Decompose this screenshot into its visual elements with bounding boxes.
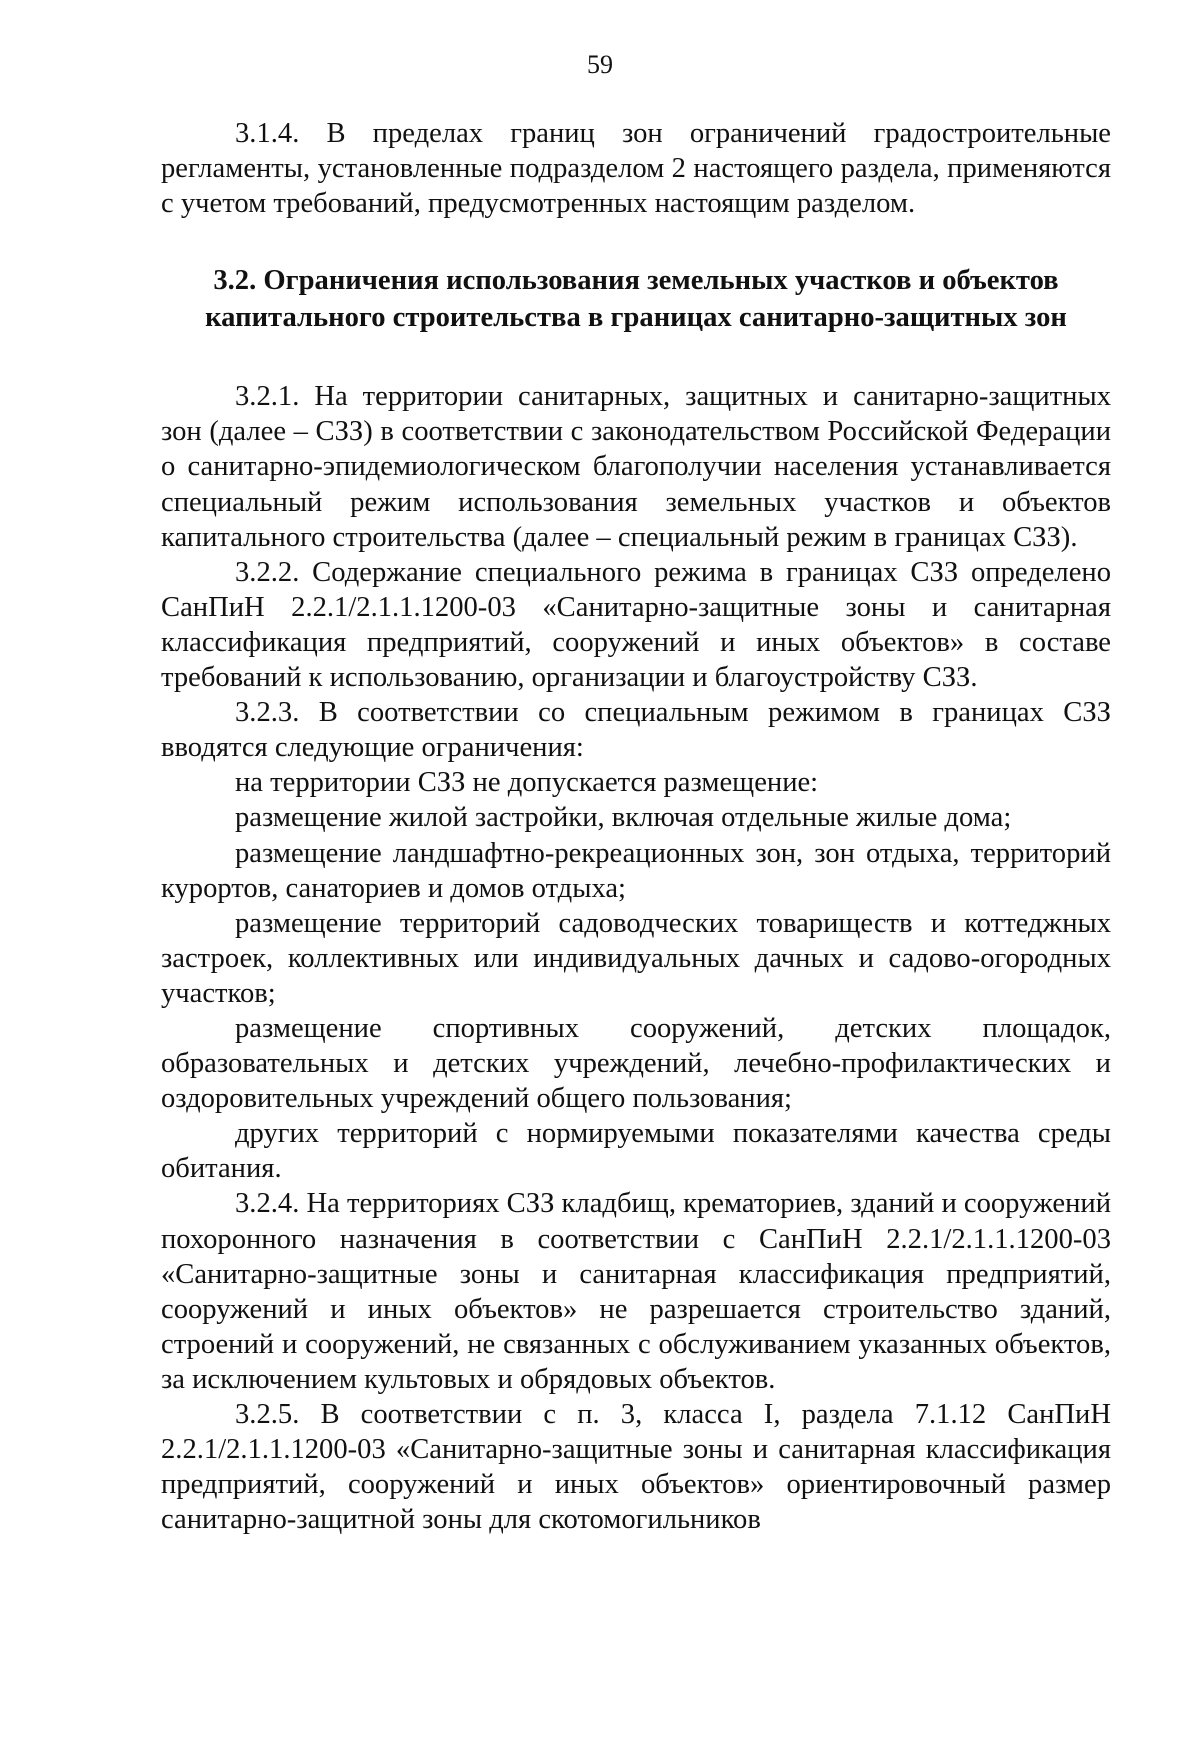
- section-heading-3-2: [161, 262, 1111, 336]
- page-number: 59: [587, 50, 613, 79]
- restriction-item-recreational: размещение ландшафтно-рекреационных зон, зон отдыха, территорий курортов, санаториев и домов отдыха;: [161, 837, 1111, 904]
- paragraph-3-2-1: 3.2.1. На территории санитарных, защитных и санитарно-защитных зон (далее – СЗЗ) в соответствии с законодательством Российской Федерации о санитарно-эпидемиологическом благополучии населения устанавливается специальный режим использования земельных участков и объектов капитального строительства (далее – специальный режим в границах СЗЗ).: [161, 381, 1111, 553]
- restriction-item-garden-plots: размещение территорий садоводческих товариществ и коттеджных застроек, коллективных или индивидуальных дачных и садово-огородных участков;: [161, 907, 1111, 1009]
- restriction-item-sports-education: размещение спортивных сооружений, детских площадок, образовательных и детских учреждений, лечебно-профилактических и оздоровительных учреждений общего пользования;: [161, 1012, 1111, 1115]
- paragraph-3-1-4: 3.1.4. В пределах границ зон ограничений градостроительные регламенты, установленные подразделом 2 настоящего раздела, применяются с учетом требований, предусмотренных настоящим разделом.: [161, 118, 1111, 220]
- section-heading-line-1: 3.2. Ограничения использования земельных участков и объектов: [213, 265, 1059, 297]
- paragraph-3-2-5: 3.2.5. В соответствии с п. 3, класса I, раздела 7.1.12 СанПиН 2.2.1/2.1.1.1200-03 «Санитарно-защитные зоны и санитарная классификация предприятий, сооружений и иных объектов» ориентировочный размер санитарно-защитной зоны для скотомогильников: [161, 1399, 1111, 1536]
- document-body: [161, 116, 1111, 1537]
- restriction-item-other-territories: других территорий с нормируемыми показателями качества среды обитания.: [161, 1118, 1111, 1185]
- paragraph-3-2-4: 3.2.4. На территориях СЗЗ кладбищ, крематориев, зданий и сооружений похоронного назначения в соответствии с СанПиН 2.2.1/2.1.1.1200-03 «Санитарно-защитные зоны и санитарная классификация предприятий, сооружений и иных объектов» не разрешается строительство зданий, строений и сооружений, не связанных с обслуживанием указанных объектов, за исключением культовых и обрядовых объектов.: [161, 1188, 1111, 1395]
- paragraph-3-2-3: 3.2.3. В соответствии со специальным режимом в границах СЗЗ вводятся следующие ограничения:: [161, 697, 1111, 764]
- restriction-intro: на территории СЗЗ не допускается размещение:: [235, 767, 819, 799]
- section-heading-line-2: капитального строительства в границах санитарно-защитных зон: [205, 302, 1067, 334]
- restriction-item-residential: размещение жилой застройки, включая отдельные жилые дома;: [235, 802, 1012, 834]
- paragraph-3-2-2: 3.2.2. Содержание специального режима в границах СЗЗ определено СанПиН 2.2.1/2.1.1.1200-03 «Санитарно-защитные зоны и санитарная классификация предприятий, сооружений и иных объектов» в составе требований к использованию, организации и благоустройству СЗЗ.: [161, 556, 1111, 694]
